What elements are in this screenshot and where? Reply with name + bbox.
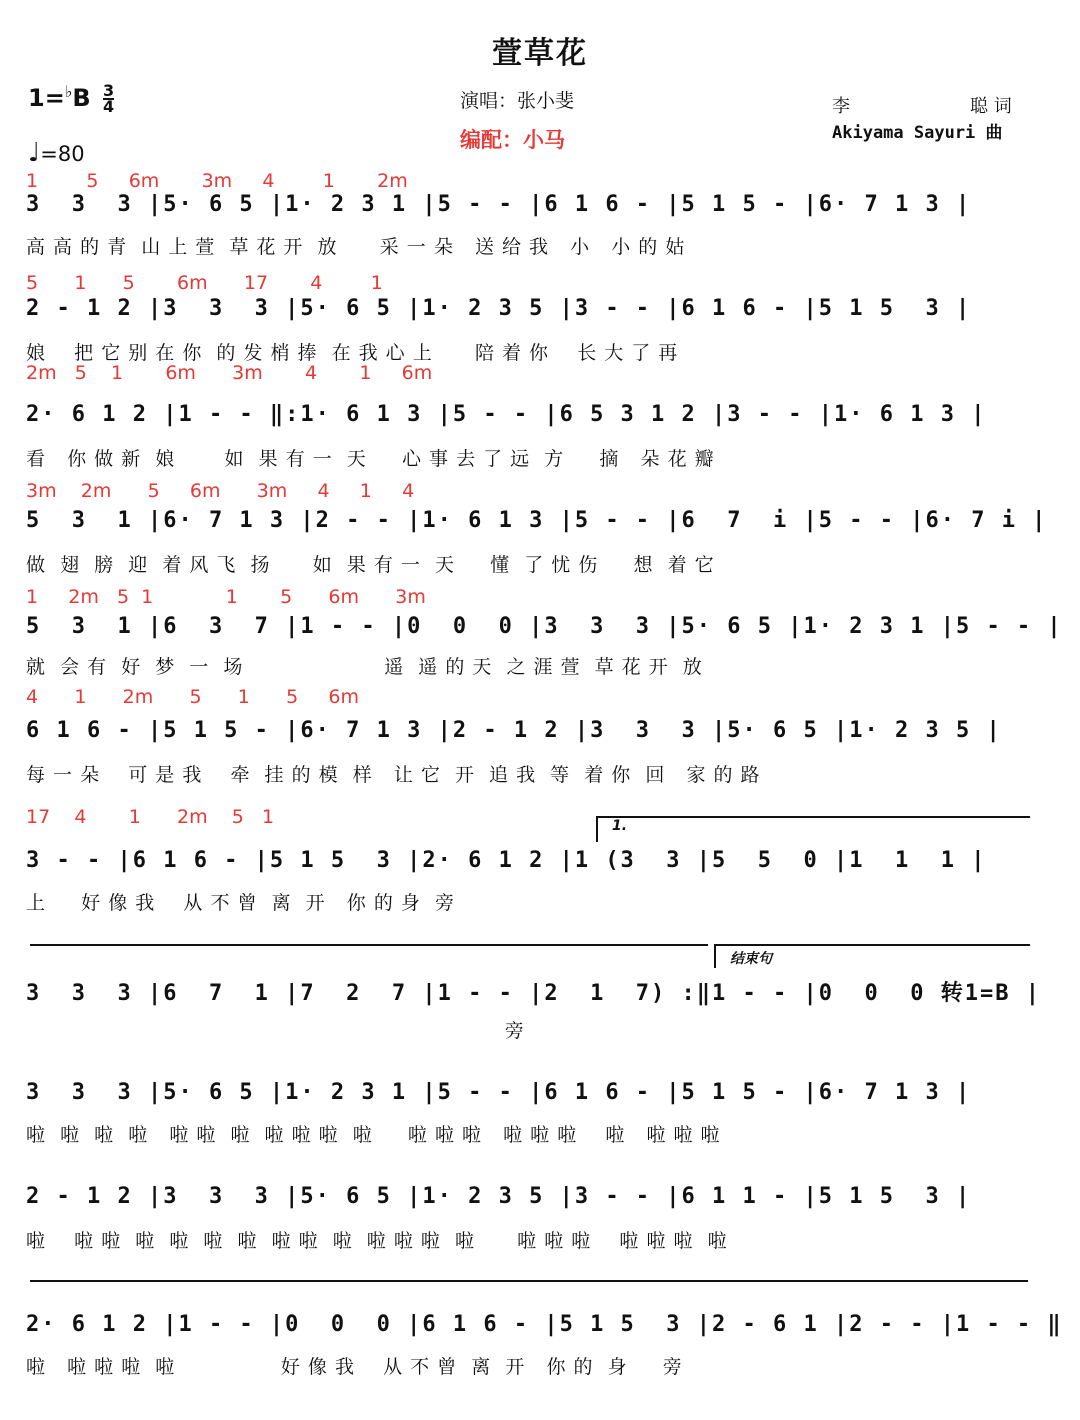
tempo-mark [28, 138, 85, 168]
chord-line: 1 2m 5 1 1 5 6m 3m [26, 586, 426, 608]
note-line: 2 - 1 2 |3 3 3 |5· 6 5 |1· 2 3 5 |3 - - |6 1 6 - |5 1 5 3 | [26, 296, 972, 321]
quarter-note-icon: ♩ [28, 138, 41, 168]
volta-bracket [596, 816, 1030, 818]
score-row [0, 806, 1080, 916]
song-title: 萱草花 [492, 36, 588, 71]
lyric-line: 上 好 像 我 从 不 曾 离 开 你 的 身 旁 [26, 892, 455, 914]
score-row [0, 586, 1080, 686]
score-row [0, 1300, 1080, 1400]
lyricist-name-a: 李 [832, 96, 850, 117]
score-row [0, 362, 1080, 470]
ending-label: 结束句 [730, 951, 772, 967]
chord-line: 1 5 6m 3m 4 1 2m [26, 170, 408, 192]
note-line: 5 3 1 |6 3 7 |1 - - |0 0 0 |3 3 3 |5· 6 5 |1· 2 3 1 |5 - - | [26, 614, 1063, 639]
chord-line: 4 1 2m 5 1 5 6m [26, 686, 360, 708]
score-row [0, 960, 1080, 1060]
score-row [0, 272, 1080, 372]
key-prefix: 1= [28, 84, 65, 112]
note-line: 3 - - |6 1 6 - |5 1 5 3 |2· 6 1 2 |1 (3 3 |5 5 0 |1 1 1 | [26, 848, 987, 873]
note-line: 3 3 3 |5· 6 5 |1· 2 3 1 |5 - - |6 1 6 - |5 1 5 - |6· 7 1 3 | [26, 192, 972, 217]
key-note: B [72, 84, 91, 112]
note-line: 2· 6 1 2 |1 - - |0 0 0 |6 1 6 - |5 1 5 3 |2 - 6 1 |2 - - |1 - - ‖ [26, 1312, 1063, 1337]
flat-sign: ♭ [64, 82, 73, 101]
lyric-line: 娘 把 它 别 在 你 的 发 梢 捧 在 我 心 上 陪 着 你 长 大 了 再 [26, 342, 679, 364]
time-top: 3 [103, 81, 115, 100]
key-signature [28, 82, 114, 114]
chord-line: 2m 5 1 6m 3m 4 1 6m [26, 362, 433, 384]
phrase-rule [30, 944, 708, 946]
lyric-line: 每 一 朵 可 是 我 牵 挂 的 模 样 让 它 开 追 我 等 着 你 回 家 的 路 [26, 764, 761, 786]
lyric-line: 啦 啦 啦 啦 啦 啦 啦 啦 啦 啦 啦 啦 啦 啦 啦 啦 啦 啦 啦 啦 啦 [26, 1124, 721, 1146]
note-line: 2· 6 1 2 |1 - - ‖:1· 6 1 3 |5 - - |6 5 3 1 2 |3 - - |1· 6 1 3 | [26, 402, 987, 427]
arranger-credit: 编配：小马 [460, 128, 565, 152]
chord-line: 17 4 1 2m 5 1 [26, 806, 275, 828]
time-signature [103, 81, 115, 116]
ending-bracket [714, 944, 1030, 946]
score-row [0, 1172, 1080, 1272]
note-line: 5 3 1 |6· 7 1 3 |2 - - |1· 6 1 3 |5 - - |6 7 i |5 - - |6· 7 i | [26, 508, 1048, 533]
lyric-line: 啦 啦 啦 啦 啦 好 像 我 从 不 曾 离 开 你 的 身 旁 [26, 1356, 683, 1378]
volta-bracket-tick [596, 816, 598, 842]
lyric-line: 啦 啦 啦 啦 啦 啦 啦 啦 啦 啦 啦 啦 啦 啦 啦 啦 啦 啦 啦 啦 啦 [26, 1230, 728, 1252]
score-row [0, 480, 1080, 580]
lyric-line: 旁 [26, 1020, 525, 1042]
time-bottom: 4 [103, 97, 115, 116]
volta-label: 1. [612, 818, 628, 834]
score-row [0, 1068, 1080, 1168]
note-line: 3 3 3 |5· 6 5 |1· 2 3 1 |5 - - |6 1 6 - |5 1 5 - |6· 7 1 3 | [26, 1080, 972, 1105]
composer-credit: Akiyama Sayuri 曲 [832, 123, 1003, 143]
chord-line: 5 1 5 6m 17 4 1 [26, 272, 383, 294]
note-line: 2 - 1 2 |3 3 3 |5· 6 5 |1· 2 3 5 |3 - - |6 1 1 - |5 1 5 3 | [26, 1184, 972, 1209]
lyric-line: 看 你 做 新 娘 如 果 有 一 天 心 事 去 了 远 方 摘 朵 花 瓣 [26, 448, 715, 470]
score-row [0, 170, 1080, 270]
tempo-value: =80 [40, 142, 85, 166]
lyricist-name-b: 聪 词 [970, 96, 1012, 117]
phrase-rule [30, 1280, 1028, 1282]
lyric-line: 做 翅 膀 迎 着 风 飞 扬 如 果 有 一 天 懂 了 忧 伤 想 着 它 [26, 554, 715, 576]
note-line: 6 1 6 - |5 1 5 - |6· 7 1 3 |2 - 1 2 |3 3 3 |5· 6 5 |1· 2 3 5 | [26, 718, 1002, 743]
lyric-line: 高 高 的 青 山 上 萱 草 花 开 放 采 一 朵 送 给 我 小 小 的 姑 [26, 236, 686, 258]
lyric-line: 就 会 有 好 梦 一 场 遥 遥 的 天 之 涯 萱 草 花 开 放 [26, 656, 703, 678]
score-row [0, 686, 1080, 786]
lyricist-credit [832, 92, 1012, 118]
singer-credit: 演唱：张小斐 [460, 90, 575, 112]
chord-line: 3m 2m 5 6m 3m 4 1 4 [26, 480, 415, 502]
note-line: 3 3 3 |6 7 1 |7 2 7 |1 - - |2 1 7) :‖1 - - |0 0 0 转1=B | [26, 981, 1041, 1006]
